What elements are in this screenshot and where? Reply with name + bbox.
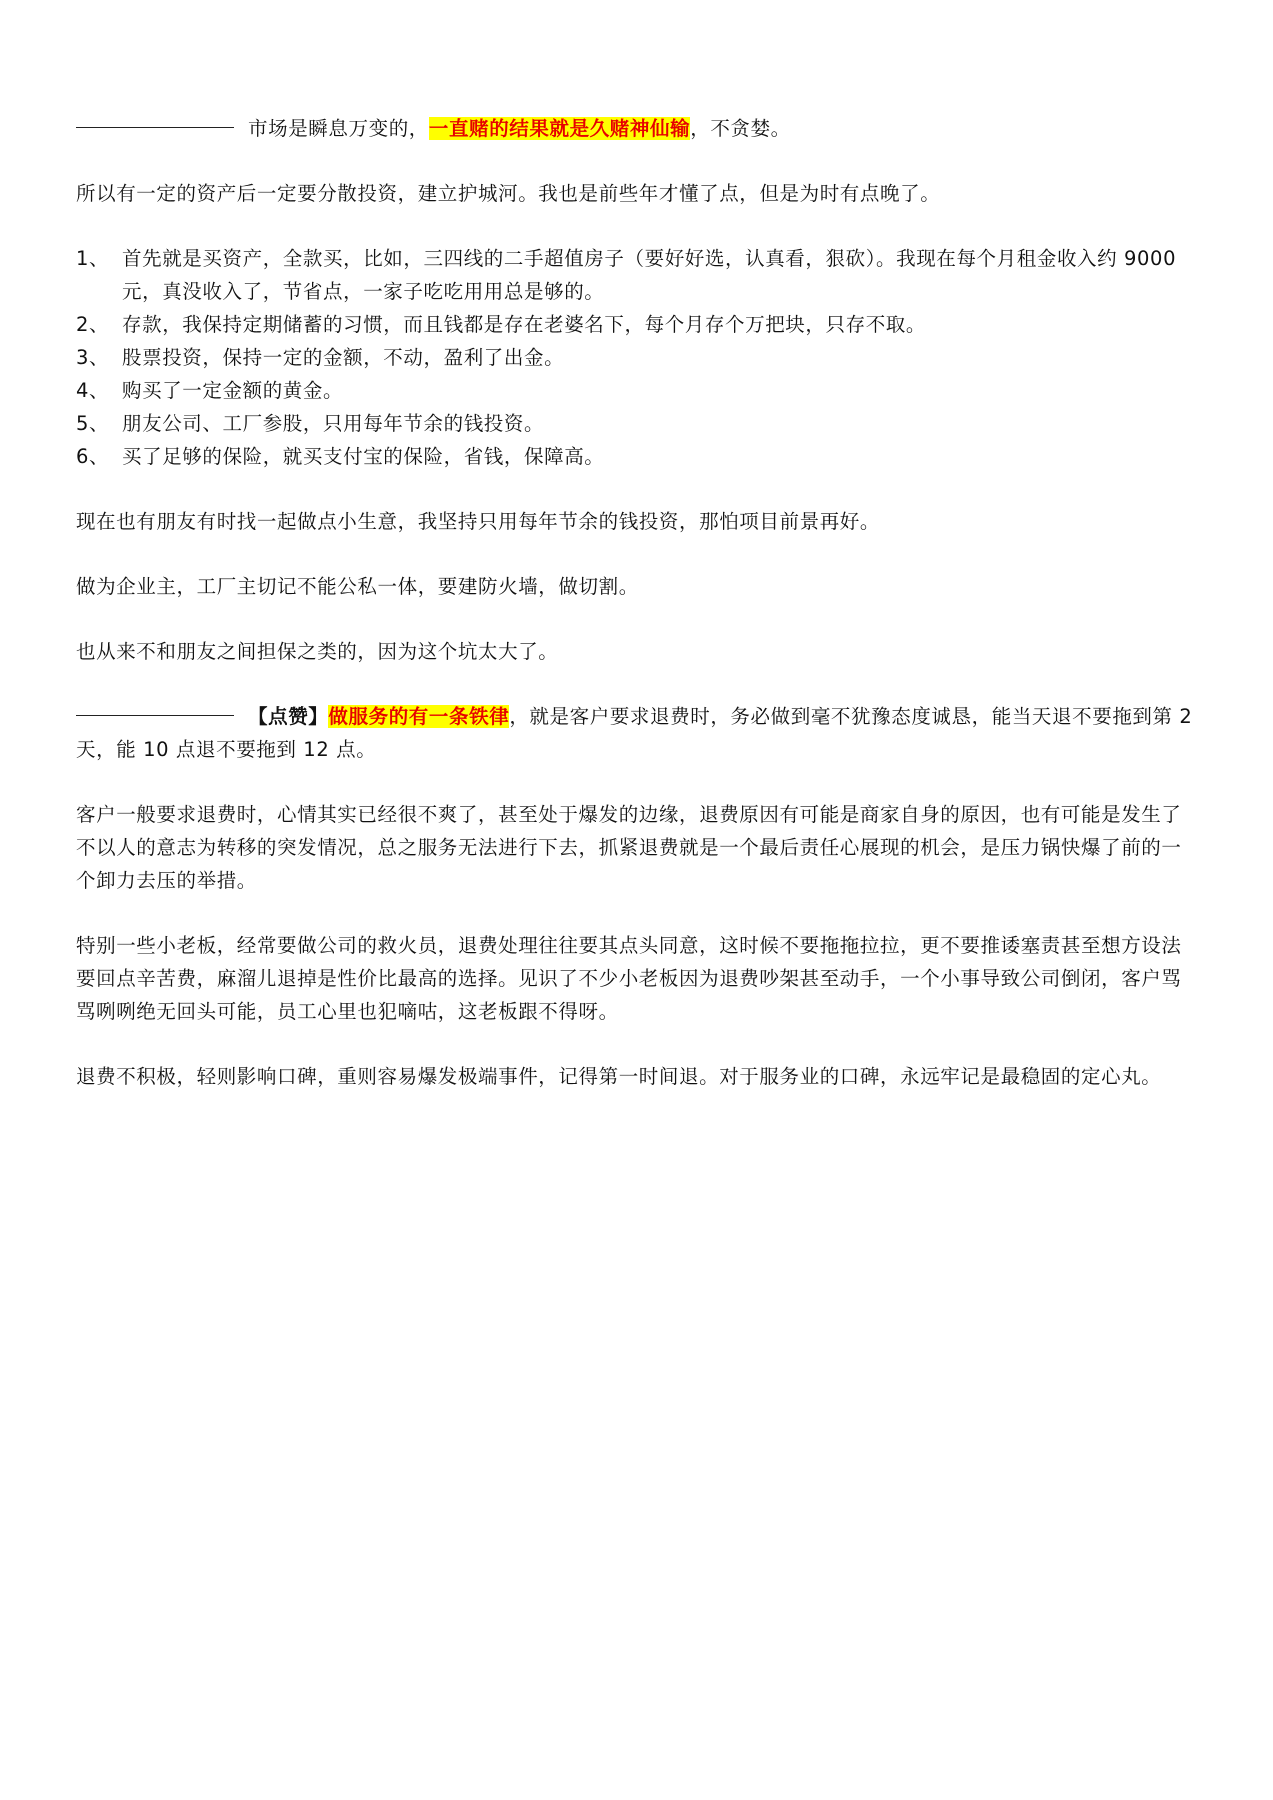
asset-list xyxy=(76,242,1201,473)
section2-tag: 【点赞】 xyxy=(248,705,329,728)
list-text: 首先就是买资产，全款买，比如，三四线的二手超值房子（要好好选，认真看，狠砍）。我现在每个月租金收入约 9000 元，真没收入了，节省点，一家子吃吃用用总是够的。 xyxy=(122,247,1177,303)
list-number: 6、 xyxy=(76,445,110,468)
list-text: 股票投资，保持一定的金额，不动，盈利了出金。 xyxy=(122,346,565,369)
separator-dash xyxy=(76,127,234,128)
section1-line xyxy=(76,112,1201,145)
paragraph-owner: 做为企业主，工厂主切记不能公私一体，要建防火墙，做切割。 xyxy=(76,575,639,598)
document-page xyxy=(76,112,1201,1093)
list-number: 5、 xyxy=(76,412,110,435)
paragraph-friends: 现在也有朋友有时找一起做点小生意，我坚持只用每年节余的钱投资，那怕项目前景再好。 xyxy=(76,510,881,533)
list-text: 朋友公司、工厂参股，只用每年节余的钱投资。 xyxy=(122,412,545,435)
section2-paragraph xyxy=(76,700,1201,766)
section1-intro: 市场是瞬息万变的， xyxy=(248,117,429,140)
section2-highlight: 做服务的有一条铁律 xyxy=(328,705,510,728)
paragraph-guarantee: 也从来不和朋友之间担保之类的，因为这个坑太大了。 xyxy=(76,640,559,663)
list-item xyxy=(76,407,1201,440)
paragraph-diversify: 所以有一定的资产后一定要分散投资，建立护城河。我也是前些年才懂了点，但是为时有点晚了。 xyxy=(76,182,941,205)
list-text: 购买了一定金额的黄金。 xyxy=(122,379,344,402)
list-text: 存款，我保持定期储蓄的习惯，而且钱都是存在老婆名下，每个月存个万把块，只存不取。 xyxy=(122,313,927,336)
paragraph-customer: 客户一般要求退费时，心情其实已经很不爽了，甚至处于爆发的边缘，退费原因有可能是商家自身的原因，也有可能是发生了不以人的意志为转移的突发情况，总之服务无法进行下去，抓紧退费就是一个最后责任心展现的机会，是压力锅快爆了前的一个卸力去压的举措。 xyxy=(76,803,1182,892)
paragraph-boss: 特别一些小老板，经常要做公司的救火员，退费处理往往要其点头同意，这时候不要拖拖拉拉，更不要推诿塞责甚至想方设法要回点辛苦费，麻溜儿退掉是性价比最高的选择。见识了不少小老板因为退费吵架甚至动手，一个小事导致公司倒闭，客户骂骂咧咧绝无回头可能，员工心里也犯嘀咕，这老板跟不得呀。 xyxy=(76,934,1182,1023)
list-text: 买了足够的保险，就买支付宝的保险，省钱，保障高。 xyxy=(122,445,605,468)
list-number: 2、 xyxy=(76,313,110,336)
section1-highlight: 一直赌的结果就是久赌神仙输 xyxy=(428,117,691,140)
separator-dash xyxy=(76,715,234,716)
list-item xyxy=(76,341,1201,374)
section1-tail: ，不贪婪。 xyxy=(690,117,791,140)
list-item xyxy=(76,374,1201,407)
paragraph-refund: 退费不积极，轻则影响口碑，重则容易爆发极端事件，记得第一时间退。对于服务业的口碑，永远牢记是最稳固的定心丸。 xyxy=(76,1065,1162,1088)
list-number: 1、 xyxy=(76,247,110,270)
list-number: 3、 xyxy=(76,346,110,369)
section2-tail: ，就是客户要求退费时，务必做到毫不犹豫态度诚恳，能当天退不要拖到第 2 天，能 10 点退不要拖到 12 点。 xyxy=(76,705,1193,761)
list-item xyxy=(76,440,1201,473)
list-item xyxy=(76,308,1201,341)
list-number: 4、 xyxy=(76,379,110,402)
list-item xyxy=(76,242,1201,308)
